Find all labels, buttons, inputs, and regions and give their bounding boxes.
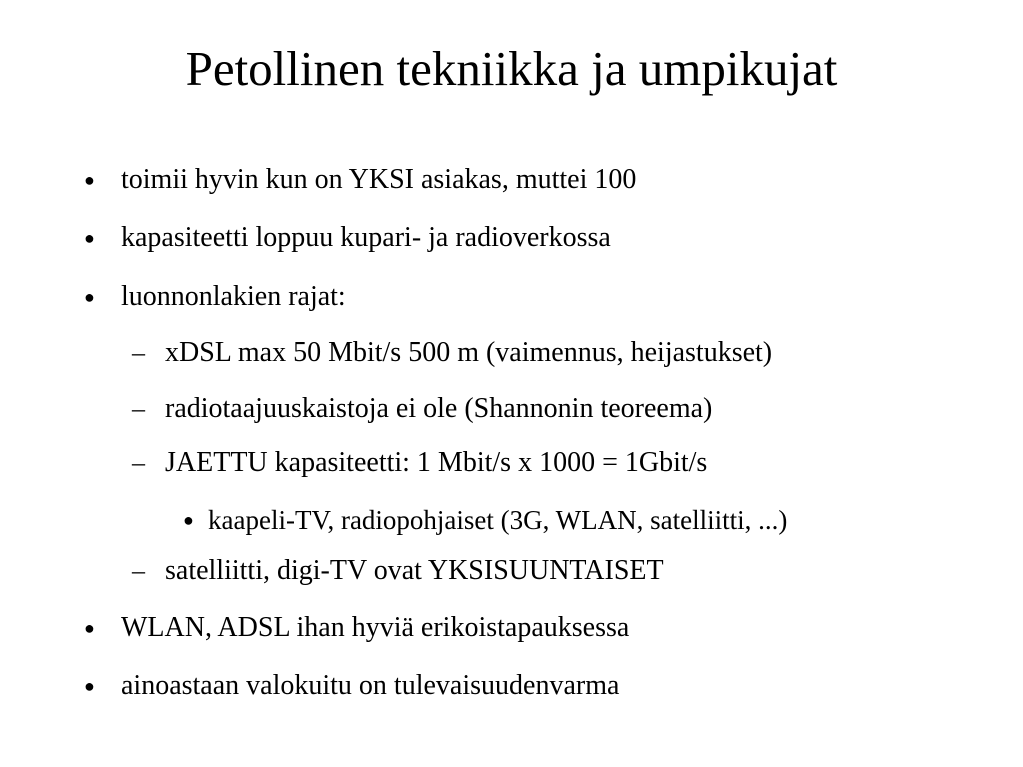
- sub-bullet-text: radiotaajuuskaistoja ei ole (Shannonin teoreema): [165, 393, 713, 424]
- dash-icon: –: [132, 338, 145, 367]
- bullet-dot-icon: ●: [84, 676, 95, 696]
- slide-title: Petollinen tekniikka ja umpikujat: [185, 41, 838, 96]
- bullet-dot-icon: ●: [183, 510, 194, 530]
- bullet-text: kapasiteetti loppuu kupari- ja radioverkossa: [121, 222, 611, 253]
- sub-bullet-text: xDSL max 50 Mbit/s 500 m (vaimennus, heijastukset): [165, 337, 773, 368]
- bullet-dot-icon: ●: [84, 228, 95, 248]
- dash-icon: –: [132, 448, 145, 477]
- bullet-text: WLAN, ADSL ihan hyviä erikoistapauksessa: [121, 612, 630, 643]
- dash-icon: –: [132, 394, 145, 423]
- bullet-text: ainoastaan valokuitu on tulevaisuudenvarma: [121, 670, 620, 701]
- bullet-text: luonnonlakien rajat:: [121, 281, 346, 312]
- sub-bullet-text: satelliitti, digi-TV ovat YKSISUUNTAISET: [165, 555, 664, 586]
- bullet-text: toimii hyvin kun on YKSI asiakas, muttei 100: [121, 164, 637, 195]
- dash-icon: –: [132, 556, 145, 585]
- bullet-dot-icon: ●: [84, 287, 95, 307]
- sub-bullet-text: JAETTU kapasiteetti: 1 Mbit/s x 1000 = 1Gbit/s: [165, 447, 708, 478]
- bullet-dot-icon: ●: [84, 170, 95, 190]
- bullet-dot-icon: ●: [84, 618, 95, 638]
- sub-sub-bullet-text: kaapeli-TV, radiopohjaiset (3G, WLAN, satelliitti, ...): [208, 505, 788, 535]
